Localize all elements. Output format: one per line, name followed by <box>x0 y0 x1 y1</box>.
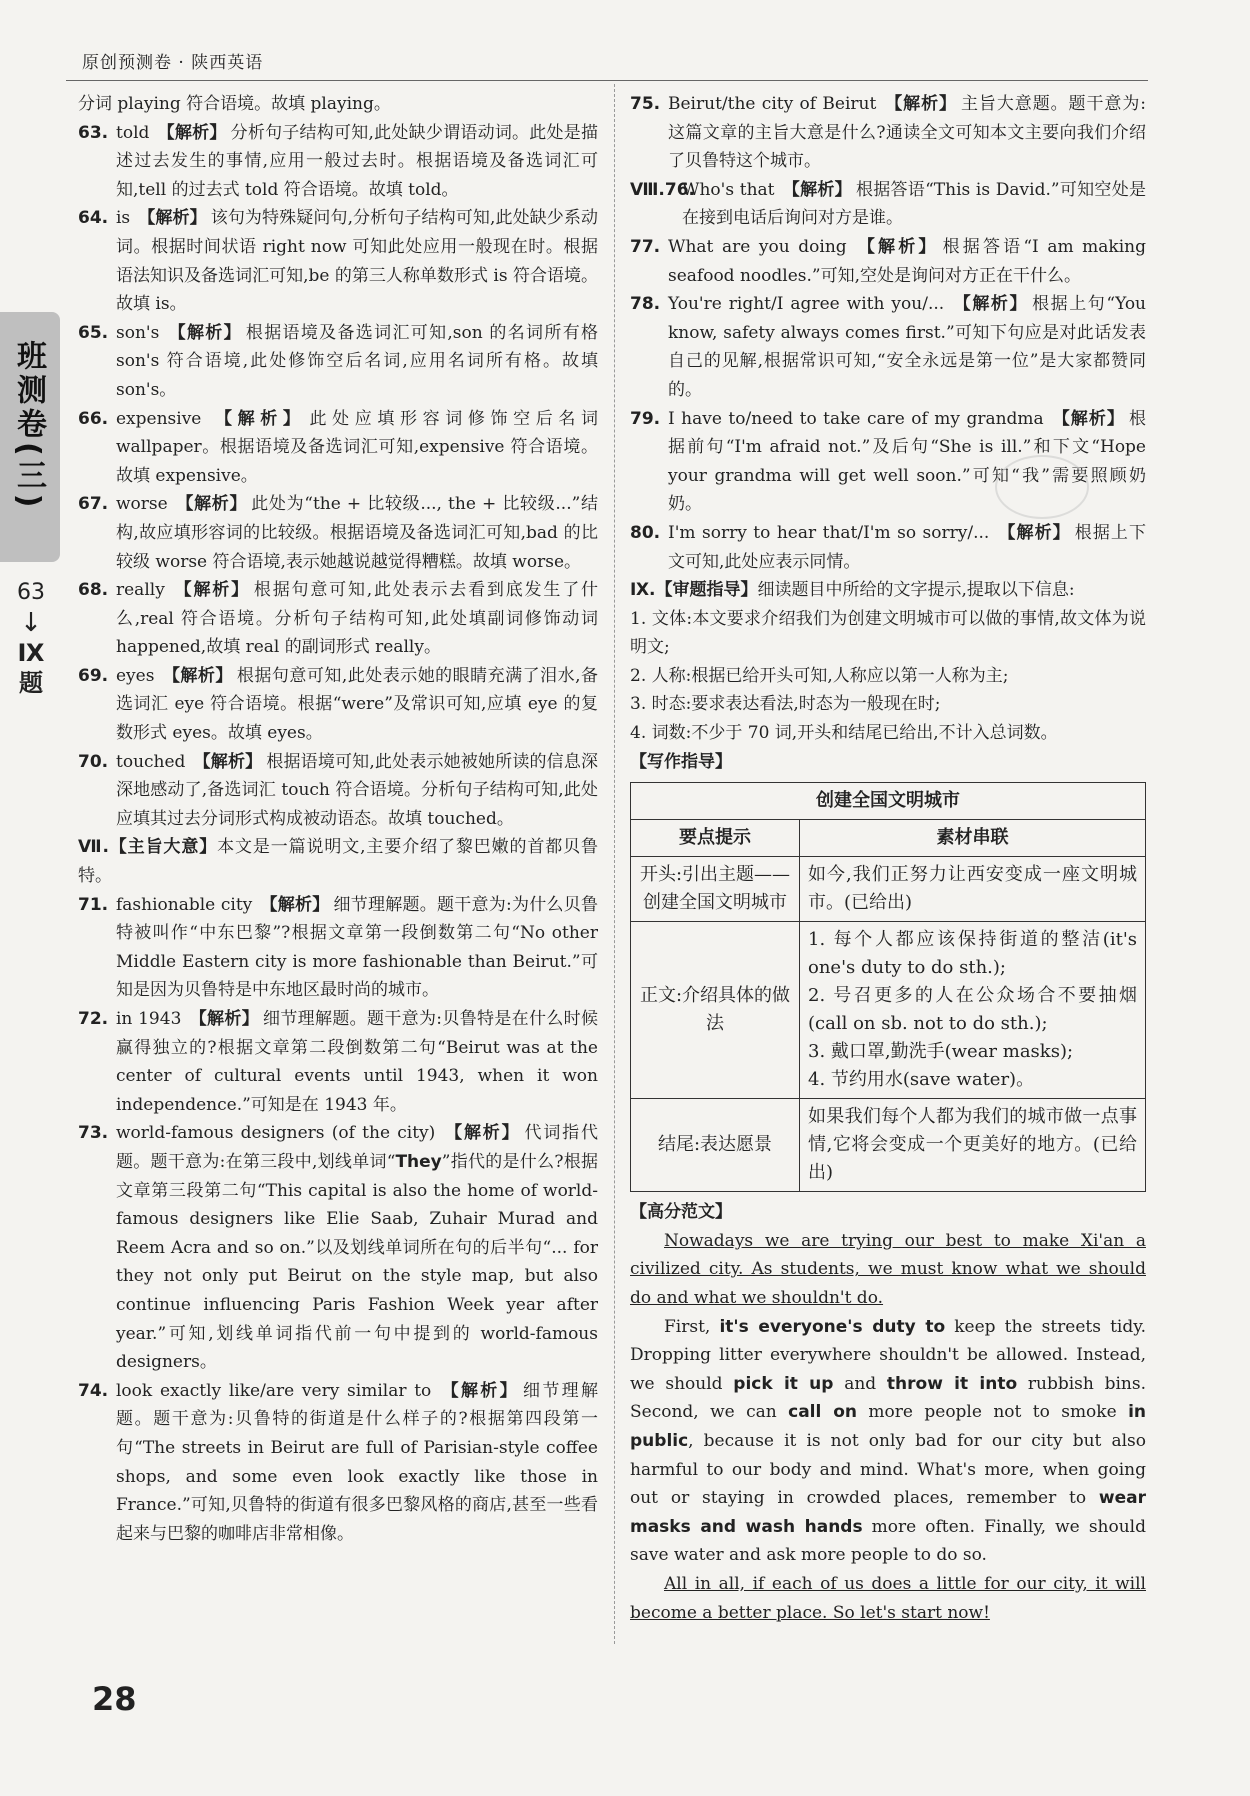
material-line: 3. 戴口罩,勤洗手(wear masks); <box>808 1041 1074 1063</box>
info-item: 1. 文体:本文要求介绍我们为创建文明城市可以做的事情,故文体为说明文; <box>630 608 1146 658</box>
down-arrow-icon: ↓ <box>20 608 42 638</box>
item-tag: 【解析】 <box>884 94 957 114</box>
item-number: 66. <box>78 408 109 429</box>
table-cell-point: 结尾:表达愿景 <box>631 1099 800 1192</box>
table-title: 创建全国文明城市 <box>631 783 1146 820</box>
section-7-summary <box>78 833 598 890</box>
essay-paragraph-1: Nowadays we are trying our best to make Xi'an a civilized city. As students, we must know what we should do and what we shouldn't do. <box>630 1230 1146 1309</box>
essay-phrase: wear masks and wash hands <box>630 1488 1146 1537</box>
info-item: 2. 人称:根据已给开头可知,人称应以第一人称为主; <box>630 665 1009 686</box>
item-answer: son's <box>116 322 160 343</box>
item-tag: 【解析】 <box>443 1123 521 1144</box>
essay-paragraph-3: All in all, if each of us does a little for our city, it will become a better place. So let's start now! <box>630 1573 1146 1623</box>
section-tag: 【审题指导】 <box>655 580 758 601</box>
answer-item-78 <box>630 290 1146 404</box>
item-tag: 【解析】 <box>260 894 330 915</box>
item-number: 80. <box>630 522 661 543</box>
item-tag: 【解析】 <box>167 322 242 343</box>
item-tag: 【解析】 <box>997 522 1071 543</box>
item-tag: 【解析】 <box>193 751 263 772</box>
answer-item-65 <box>78 319 598 405</box>
answer-item-67 <box>78 490 598 576</box>
essay-text: and <box>833 1373 887 1394</box>
answer-item-71 <box>78 891 598 1005</box>
table-title-row <box>631 783 1146 820</box>
item-answer: I have to/need to take care of my grandma <box>668 408 1044 429</box>
item-text-bold: They <box>395 1151 442 1172</box>
table-row <box>631 857 1146 922</box>
item-answer: told <box>116 122 150 143</box>
item-answer: touched <box>116 751 186 772</box>
item-text: 根据前句“I'm afraid not.”及后句“She is ill.”和下文“Hope your grandma will get well soon.”可知“我”需要照顾奶奶。 <box>668 408 1146 515</box>
answer-item-72 <box>78 1005 598 1119</box>
essay-phrase: in public <box>630 1402 1146 1451</box>
item-number: 70. <box>78 751 109 772</box>
header-rule <box>66 80 1148 81</box>
essay-paragraph-2 <box>630 1313 1146 1570</box>
range-start: 63 <box>17 580 45 605</box>
info-list <box>630 605 1146 748</box>
item-text: 根据句意可知,此处表示去看到底发生了什么,real 符合语境。分析句子结构可知,此处填副词修饰动词 happened,故填 real 的副词形式 really。 <box>116 580 599 658</box>
item-tag: 【解析】 <box>439 1380 519 1401</box>
left-column <box>78 90 598 1548</box>
essay-text: more people not to smoke <box>857 1402 1129 1423</box>
column-divider <box>614 84 615 1644</box>
item-text: 此处为“the + 比较级..., the + 比较级...”结构,故应填形容词的比较级。根据语境及备选词汇可知,bad 的比较级 worse 符合语境,表示她越说越觉得糟糕。故填 worse。 <box>116 494 599 572</box>
essay-phrase: call on <box>788 1402 858 1423</box>
section-tag: 【主旨大意】 <box>108 837 218 858</box>
answer-item-76 <box>630 176 1146 233</box>
item-text: 该句为特殊疑问句,分析句子结构可知,此处缺少系动词。根据时间状语 right now 可知此处应用一般现在时。根据语法知识及备选词汇可知,be 的第三人称单数形式 is 符合语境。故填 is。 <box>116 208 599 315</box>
writing-guide-table <box>630 782 1146 1192</box>
item-answer: Who's that <box>682 179 775 200</box>
answer-item-73 <box>78 1119 598 1376</box>
item-answer: I'm sorry to hear that/I'm so sorry/... <box>668 522 990 543</box>
answer-item-77 <box>630 233 1146 290</box>
item-text: 根据上下文可知,此处应表示同情。 <box>668 522 1147 572</box>
item-tag: 【解析】 <box>189 1009 260 1029</box>
item-answer: expensive <box>116 408 202 429</box>
essay-phrase: throw it into <box>886 1373 1018 1394</box>
table-cell-point: 开头:引出主题——创建全国文明城市 <box>631 857 800 922</box>
item-text: 细节理解题。题干意为:为什么贝鲁特被叫作“中东巴黎”?根据文章第一段倒数第二句“No other Middle Eastern city is more fashionable than Beirut.”可知是因为贝鲁特是中东地区最时尚的城市。 <box>116 894 599 1001</box>
item-text: 根据答语“I am making seafood noodles.”可知,空处是询问对方正在干什么。 <box>668 236 1146 286</box>
answer-item-80 <box>630 519 1146 576</box>
table-header-row <box>631 820 1146 857</box>
item-number: 69. <box>78 665 109 686</box>
page-number: 28 <box>92 1680 137 1718</box>
right-column <box>630 90 1146 1627</box>
item-tag: 【解析】 <box>172 580 250 601</box>
item-number: Ⅷ.76. <box>630 179 696 200</box>
answer-item-64 <box>78 204 598 318</box>
table-row <box>631 1099 1146 1192</box>
item-number: 73. <box>78 1123 109 1144</box>
answer-item-69 <box>78 662 598 748</box>
section-9-guide <box>630 576 1146 605</box>
item-number: 78. <box>630 294 661 315</box>
material-line: 1. 每个人都应该保持街道的整洁(it's one's duty to do sth.); <box>808 929 1137 979</box>
item-tag: 【解析】 <box>1051 408 1125 429</box>
table-col2-header: 素材串联 <box>800 820 1146 857</box>
item-answer: look exactly like/are very similar to <box>116 1380 432 1401</box>
model-essay <box>630 1227 1146 1627</box>
item-number: 63. <box>78 122 109 143</box>
table-col1-header: 要点提示 <box>631 820 800 857</box>
item-text: 根据语境及备选词汇可知,son 的名词所有格 son's 符合语境,此处修饰空后名词,应用名词所有格。故填 son's。 <box>116 322 599 400</box>
material-line: 4. 节约用水(save water)。 <box>808 1069 1035 1091</box>
table-cell-material <box>800 857 1146 922</box>
item-text: 代词指代题。题干意为:在第三段中,划线单词“ <box>116 1123 599 1172</box>
item-text: ”指代的是什么?根据文章第三段第二句“This capital is also the home of world-famous designers like Elie Saab, Zuhair Murad and Reem Acra and so on.”以及划线单词所在句的后半句“... for they not only put Beirut on the style map, but also continue influencing Paris Fashion Week year after year.”可知,划线单词指代前一句中提到的 world-famous designers。 <box>116 1151 598 1373</box>
section-text: 本文是一篇说明文,主要介绍了黎巴嫩的首都贝鲁特。 <box>78 837 599 887</box>
item-answer: Beirut/the city of Beirut <box>668 94 877 114</box>
item-tag: 【解析】 <box>175 494 248 515</box>
item-number: 67. <box>78 494 109 515</box>
item-answer: What are you doing <box>668 236 847 257</box>
item-number: 79. <box>630 408 661 429</box>
model-essay-label: 【高分范文】 <box>630 1202 732 1223</box>
answer-item-75 <box>630 90 1146 176</box>
side-range <box>12 578 50 698</box>
item-text: 根据上句“You know, safety always comes first.”可知下句应是对此话发表自己的见解,根据常识可知,“安全永远是第一位”是大家都赞同的。 <box>668 294 1146 400</box>
material-line: 2. 号召更多的人在公众场合不要抽烟(call on sb. not to do sth.); <box>808 985 1137 1035</box>
item-answer: is <box>116 208 131 229</box>
item-answer: really <box>116 580 165 601</box>
item-answer: You're right/I agree with you/... <box>668 294 945 315</box>
table-cell-material <box>800 922 1146 1099</box>
item-text: 根据语境可知,此处表示她被她所读的信息深深地感动了,备选词汇 touch 符合语境。分析句子结构可知,此处应填其过去分词形式构成被动语态。故填 touched。 <box>116 751 599 829</box>
range-end: Ⅸ <box>17 639 45 667</box>
item-tag: 【解析】 <box>952 294 1029 315</box>
item-number: 64. <box>78 208 109 229</box>
answer-item-66 <box>78 405 598 491</box>
essay-phrase: it's everyone's duty to <box>719 1316 946 1337</box>
essay-text: , because it is not only bad for our city but also harmful to our body and mind. What's more, when going out or staying in crowded places, remember to <box>630 1431 1146 1509</box>
item-number: 74. <box>78 1380 109 1401</box>
material-line: 如今,我们正努力让西安变成一座文明城市。(已给出) <box>808 864 1137 914</box>
item-tag: 【解析】 <box>157 122 227 143</box>
watermark-stamp <box>995 455 1089 519</box>
info-item: 3. 时态:要求表达看法,时态为一般现在时; <box>630 694 941 715</box>
item-number: 72. <box>78 1009 109 1029</box>
item-tag: 【解析】 <box>782 179 852 200</box>
answer-item-70 <box>78 748 598 834</box>
item-answer: world-famous designers (of the city) <box>116 1123 436 1144</box>
item-number: 77. <box>630 236 661 257</box>
item-answer: fashionable city <box>116 894 253 915</box>
item-number: 65. <box>78 322 109 343</box>
item-number: 71. <box>78 894 109 915</box>
page-header: 原创预测卷 · 陕西英语 <box>82 53 264 73</box>
item-text: 细节理解题。题干意为:贝鲁特是在什么时候赢得独立的?根据文章第二段倒数第二句“Beirut was at the center of cultural events until 1943, when it won independence.”可知是在 1943 年。 <box>116 1009 598 1115</box>
intro-text: 分词 playing 符合语境。故填 playing。 <box>78 94 391 114</box>
table-cell-material <box>800 1099 1146 1192</box>
info-item: 4. 词数:不少于 70 词,开头和结尾已给出,不计入总词数。 <box>630 723 1058 744</box>
item-answer: worse <box>116 494 168 515</box>
table-cell-point: 正文:介绍具体的做法 <box>631 922 800 1099</box>
essay-text: more often. Finally, we should save water and ask more people to do so. <box>630 1516 1146 1566</box>
item-text: 分析句子结构可知,此处缺少谓语动词。此处是描述过去发生的事情,应用一般过去时。根据语境及备选词汇可知,tell 的过去式 told 符合语境。故填 told。 <box>116 122 599 200</box>
section-text: 细读题目中所给的文字提示,提取以下信息: <box>757 580 1075 601</box>
item-tag: 【解析】 <box>138 208 207 229</box>
item-text: 主旨大意题。题干意为:这篇文章的主旨大意是什么?通读全文可知本文主要向我们介绍了贝鲁特这个城市。 <box>668 94 1147 172</box>
item-text: 此处应填形容词修饰空后名词 wallpaper。根据语境及备选词汇可知,expensive 符合语境。故填 expensive。 <box>116 408 598 486</box>
writing-guide-label: 【写作指导】 <box>630 751 732 772</box>
range-suffix: 题 <box>19 669 43 697</box>
item-text: 根据句意可知,此处表示她的眼睛充满了泪水,备选词汇 eye 符合语境。根据“were”及常识可知,应填 eye 的复数形式 eyes。故填 eyes。 <box>116 665 598 744</box>
item-answer: eyes <box>116 665 155 686</box>
item-text: 根据答语“This is David.”可知空处是在接到电话后询问对方是谁。 <box>682 179 1146 229</box>
answer-item-74 <box>78 1377 598 1549</box>
item-tag: 【解析】 <box>209 408 306 429</box>
item-tag: 【解析】 <box>162 665 233 686</box>
item-number: 75. <box>630 94 661 114</box>
table-row <box>631 922 1146 1099</box>
section-number: Ⅸ. <box>630 580 656 601</box>
item-text: 细节理解题。题干意为:贝鲁特的街道是什么样子的?根据第四段第一句“The streets in Beirut are full of Parisian-style coffee shops, and some even look exactly like those in France.”可知,贝鲁特的街道有很多巴黎风格的商店,甚至一些看起来与巴黎的咖啡店非常相像。 <box>116 1380 599 1544</box>
answer-item-68 <box>78 576 598 662</box>
section-number: Ⅶ. <box>78 837 109 858</box>
side-tab-label: 班测卷(三) <box>11 340 46 512</box>
item-tag: 【解析】 <box>854 236 939 257</box>
material-line: 如果我们每个人都为我们的城市做一点事情,它将会变成一个更美好的地方。(已给出) <box>808 1106 1137 1184</box>
item-answer: in 1943 <box>116 1009 182 1029</box>
essay-text: First, <box>664 1316 720 1337</box>
essay-text: keep the streets tidy. Dropping litter everywhere shouldn't be allowed. Instead, we should <box>630 1316 1146 1394</box>
essay-text: rubbish bins. Second, we can <box>630 1373 1146 1423</box>
essay-phrase: pick it up <box>733 1373 834 1394</box>
item-number: 68. <box>78 580 109 601</box>
answer-item-63 <box>78 119 598 205</box>
